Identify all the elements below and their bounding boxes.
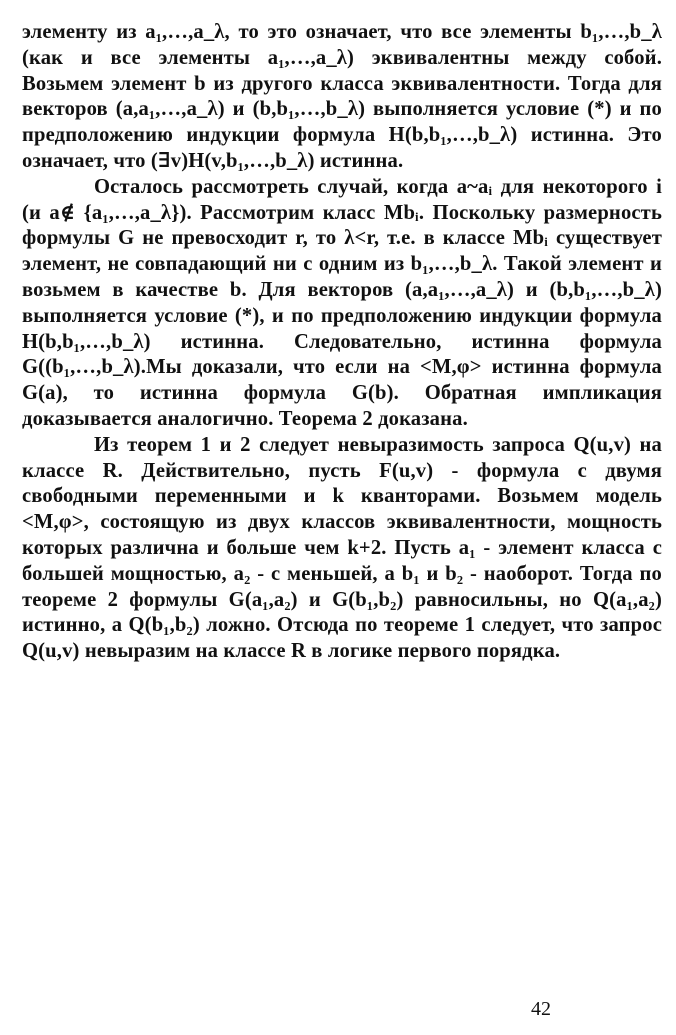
paragraph-continuation: элементу из a₁,…,a_λ, то это означает, что все элементы b₁,…,b_λ (как и все элементы a₁,…,a_λ) эквивалентны между собой. Возьмем элемент b из другого класса эквивалентности. Тогда для векторов (a,a₁,…,a_λ) и (b,b₁,…,b_λ) выполняется условие (*) и по предположению индукции формула H(b,b₁,…,b_λ) истинна. Это означает, что (∃v)H(v,b₁,…,b_λ) истинна.	[22, 21, 662, 172]
paragraph-conclusion: Из теорем 1 и 2 следует невыразимость запроса Q(u,v) на классе R. Действительно, пусть F(u,v) - формула с двумя свободными переменными и k кванторами. Возьмем модель <M,φ>, состоящую из двух классов эквивалентности, мощность которых различна и больше чем k+2. Пусть a₁ - элемент класса с большей мощностью, a₂ - с меньшей, а b₁ и b₂ - наоборот. Тогда по теореме 2 формулы G(a₁,a₂) и G(b₁,b₂) равносильны, но Q(a₁,a₂) истинно, а Q(b₁,b₂) ложно. Отсюда по теореме 1 следует, что запрос Q(u,v) невыразим на классе R в логике первого порядка.	[22, 433, 662, 663]
page-number: 42	[531, 998, 551, 1020]
body-text	[22, 20, 662, 665]
paragraph-remaining-case: Осталось рассмотреть случай, когда a~aᵢ для некоторого i (и a∉ {a₁,…,a_λ}). Рассмотрим класс Mbᵢ. Поскольку размерность формулы G не превосходит r, то λ<r, т.е. в классе Mbᵢ существует элемент, не совпадающий ни с одним из b₁,…,b_λ. Такой элемент и возьмем в качестве b. Для векторов (a,a₁,…,a_λ) и (b,b₁,…,b_λ) выполняется условие (*), и по предположению индукции формула H(b,b₁,…,b_λ) истинна. Следовательно, истинна формула G((b₁,…,b_λ).Мы доказали, что если на <M,φ> истинна формула G(a), то истинна формула G(b). Обратная импликация доказывается аналогично. Теорема 2 доказана.	[22, 175, 662, 430]
